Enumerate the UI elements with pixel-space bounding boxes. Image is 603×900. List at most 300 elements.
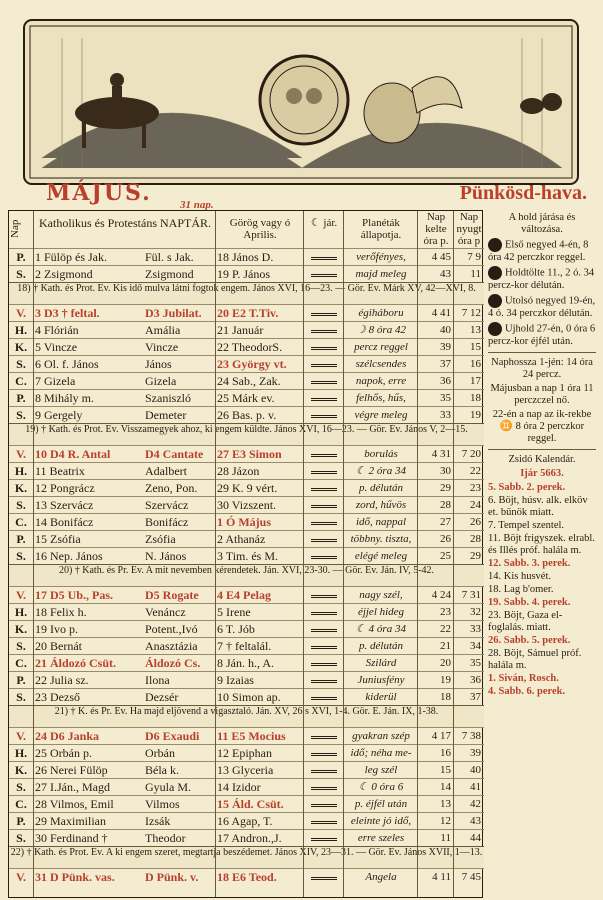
weather-cell: verőfényes, [356, 251, 406, 263]
calendar-row [9, 778, 484, 795]
weather-cell: p. éjfél után [354, 798, 408, 810]
greek-day-cell: 19 P. János [217, 267, 271, 281]
sunset-cell: 7 9 [467, 251, 481, 263]
protestant-day-cell: Áldozó Cs. [145, 656, 201, 670]
sunrise-cell: 4 45 [431, 251, 451, 263]
sunset-cell: 13 [470, 324, 481, 336]
moon-title: A hold járása és változása. [508, 212, 576, 235]
zodiac-sign-icon [305, 779, 343, 795]
weather-cell: p. délután [359, 640, 403, 652]
catholic-day-cell: 12 Pongrácz [35, 481, 95, 495]
weather-cell: felhős, hűs, [356, 392, 406, 404]
sunset-cell: 23 [470, 482, 481, 494]
calendar-row [9, 496, 484, 513]
sunrise-cell: 16 [440, 747, 451, 759]
catholic-day-cell: 7 Gizela [35, 374, 76, 388]
weekday-cell: C. [15, 515, 27, 529]
zodiac-sign-icon [305, 322, 343, 338]
sunrise-cell: 13 [440, 798, 451, 810]
catholic-day-cell: 5 Vincze [35, 340, 78, 354]
sunrise-cell: 18 [440, 691, 451, 703]
weather-cell: végre meleg [354, 409, 408, 421]
calendar-row [9, 406, 484, 423]
gospel-note: 20) † Kath. és Pr. Ev. A mit nevemben kérendetek. Ján. XVI, 23-30. — Gör. Ev. Ján. IV, 5-42. [9, 564, 484, 586]
catholic-day-cell: 16 Nep. János [35, 549, 103, 563]
weekday-cell: V. [15, 447, 27, 461]
zodiac-sign-icon [305, 621, 343, 637]
weather-cell: nagy szél, [359, 589, 403, 601]
protestant-day-cell: Anasztázia [145, 639, 198, 653]
jewish-calendar-entry: 14. Kis husvét. [488, 571, 551, 582]
weekday-cell: K. [14, 481, 28, 495]
sunset-cell: 7 12 [461, 307, 481, 319]
zodiac-sign-icon [305, 604, 343, 620]
catholic-day-cell: 26 Nerei Fülöp [35, 763, 108, 777]
jewish-month: Ijár 5663. [520, 468, 564, 479]
calendar-row [9, 671, 484, 688]
calendar-row [9, 586, 484, 603]
sunrise-cell: 40 [440, 324, 451, 336]
weekday-cell: C. [15, 374, 27, 388]
moon-phase-text: Ujhold 27-én, 0 óra 6 percz-kor éjfél után. [488, 323, 596, 347]
weather-cell: zord, hűvös [355, 499, 407, 511]
sunrise-cell: 30 [440, 465, 451, 477]
greek-day-cell: 6 T. Jób [217, 622, 255, 636]
protestant-day-cell: Ilona [145, 673, 170, 687]
sunrise-cell: 11 [440, 832, 451, 844]
zodiac-sign-icon [305, 373, 343, 389]
catholic-day-cell: 30 Ferdinand † [35, 831, 108, 845]
greek-day-cell: 24 Sab., Zak. [217, 374, 281, 388]
weather-cell: égiháboru [358, 307, 404, 319]
catholic-day-cell: 1 Fülöp és Jak. [35, 250, 107, 264]
catholic-day-cell: 2 Zsigmond [35, 267, 93, 281]
jewish-calendar-entry: 7. Tempel szentel. [488, 520, 565, 531]
catholic-day-cell: 24 D6 Janka [35, 729, 100, 743]
protestant-day-cell: Izsák [145, 814, 171, 828]
protestant-day-cell: Demeter [145, 408, 187, 422]
sunset-cell: 22 [470, 465, 481, 477]
protestant-day-cell: Bonifácz [145, 515, 189, 529]
sunset-cell: 37 [470, 691, 481, 703]
sunset-cell: 7 38 [461, 730, 481, 742]
greek-day-cell: 8 Ján. h., A. [217, 656, 274, 670]
decorative-banner [22, 18, 580, 186]
zodiac-sign-icon [305, 869, 343, 885]
weather-cell: p. délután [359, 482, 403, 494]
moon-phase-text: Első negyed 4-én, 8 óra 42 perczkor reggel. [488, 239, 589, 263]
weekday-cell: S. [16, 549, 26, 563]
sunset-cell: 42 [470, 798, 481, 810]
catholic-day-cell: 21 Áldozó Csüt. [35, 656, 117, 670]
weather-cell: éjjel hideg [357, 606, 405, 618]
catholic-day-cell: 15 Zsófia [35, 532, 81, 546]
calendar-row [9, 462, 484, 479]
weekday-cell: C. [15, 656, 27, 670]
weather-cell: majd meleg [355, 268, 407, 280]
sunset-cell: 41 [470, 781, 481, 793]
weekday-cell: P. [16, 532, 26, 546]
catholic-day-cell: 4 Flórián [35, 323, 79, 337]
protestant-day-cell: Dezsér [145, 690, 179, 704]
col-header-sunrise: Nap kelte óra p. [423, 211, 449, 247]
zodiac-sign-icon [305, 356, 343, 372]
gospel-note: 19) † Kath. és Prot. Ev. Visszamegyek ahoz, ki engem küldte. János XVI, 16—23. — Gör. Ev. János V, 2—15. [9, 423, 484, 445]
sunrise-cell: 22 [440, 623, 451, 635]
zodiac-sign-icon [305, 655, 343, 671]
zodiac-sign-icon [305, 728, 343, 744]
sunrise-cell: 26 [440, 533, 451, 545]
weather-cell: elégé meleg [354, 550, 408, 562]
moon-phase-icon [488, 238, 502, 252]
protestant-day-cell: Zsófia [145, 532, 176, 546]
catholic-day-cell: 19 Ivo p. [35, 622, 78, 636]
protestant-day-cell: Venáncz [145, 605, 186, 619]
zodiac-sign-icon [305, 266, 343, 282]
protestant-day-cell: D5 Rogate [145, 588, 199, 602]
jewish-calendar-entry: 4. Sabb. 6. perek. [488, 686, 566, 697]
weather-cell: napok, erre [355, 375, 407, 387]
greek-day-cell: 10 Simon ap. [217, 690, 281, 704]
zodiac-sign-icon [305, 548, 343, 564]
catholic-day-cell: 25 Orbán p. [35, 746, 92, 760]
sunset-cell: 7 45 [461, 871, 481, 883]
calendar-row [9, 829, 484, 846]
greek-day-cell: 3 Tim. és M. [217, 549, 279, 563]
protestant-day-cell: D4 Cantate [145, 447, 204, 461]
greek-day-cell: 16 Agap, T. [217, 814, 273, 828]
jewish-calendar-entry: 18. Lag b'omer. [488, 584, 554, 595]
month-title: MÁJUS. [46, 180, 152, 206]
greek-day-cell: 20 E2 T.Tiv. [217, 306, 279, 320]
sunset-cell: 16 [470, 358, 481, 370]
sunset-cell: 17 [470, 375, 481, 387]
zodiac-sign-icon [305, 480, 343, 496]
greek-day-cell: 2 Athanáz [217, 532, 266, 546]
sunrise-cell: 12 [440, 815, 451, 827]
catholic-day-cell: 11 Beatrix [35, 464, 85, 478]
greek-day-cell: 22 TheodorS. [217, 340, 283, 354]
divider [488, 352, 596, 353]
zodiac-sign-icon [305, 390, 343, 406]
calendar-row [9, 304, 484, 321]
sunrise-cell: 33 [440, 409, 451, 421]
protestant-day-cell: Béla k. [145, 763, 179, 777]
weekday-cell: H. [14, 323, 28, 337]
gospel-note: 21) † K. és Pr. Ev. Ha majd eljövend a vigasztaló. Ján. XV, 26 s XVI, 1-4. Gör. E. Ján. IX, 1-38. [9, 705, 484, 727]
protestant-day-cell: Potent.,Ivó [145, 622, 198, 636]
calendar-row [9, 654, 484, 671]
sunrise-cell: 25 [440, 550, 451, 562]
divider [488, 449, 596, 450]
catholic-day-cell: 13 Szervácz [35, 498, 94, 512]
sunrise-cell: 35 [440, 392, 451, 404]
zodiac-sign-icon [305, 531, 343, 547]
greek-day-cell: 7 † feltalál. [217, 639, 272, 653]
calendar-row [9, 603, 484, 620]
protestant-day-cell: Adalbert [145, 464, 187, 478]
sunset-cell: 34 [470, 640, 481, 652]
jewish-calendar-entry: 6. Böjt, húsv. alk. elköv et. bűnök miatt. [488, 495, 588, 518]
greek-day-cell: 21 Január [217, 323, 264, 337]
col-header-greek: Görög vagy ó Aprilis. [229, 217, 291, 241]
weekday-cell: V. [15, 306, 27, 320]
greek-day-cell: 11 E5 Mocius [217, 729, 286, 743]
zodiac-sign-icon [305, 463, 343, 479]
sunrise-cell: 39 [440, 341, 451, 353]
sunset-cell: 26 [470, 516, 481, 528]
col-header-moon: ☾ jár. [310, 217, 338, 229]
sunset-cell: 7 20 [461, 448, 481, 460]
zodiac-sign-icon [305, 672, 343, 688]
greek-day-cell: 17 Andron.,J. [217, 831, 282, 845]
weather-cell: kiderül [365, 691, 397, 703]
protestant-day-cell: Orbán [145, 746, 175, 760]
weekday-cell: V. [15, 870, 27, 884]
weekday-cell: P. [16, 391, 26, 405]
day-count: 31 nap. [180, 199, 214, 211]
calendar-row [9, 795, 484, 812]
calendar-row [9, 547, 484, 564]
zodiac-sign-icon [305, 830, 343, 846]
jewish-calendar-entry: 26. Sabb. 5. perek. [488, 635, 571, 646]
greek-day-cell: 18 E6 Teod. [217, 870, 277, 884]
protestant-day-cell: Gyula M. [145, 780, 191, 794]
calendar-row [9, 637, 484, 654]
catholic-day-cell: 31 D Pünk. vas. [35, 870, 115, 884]
zodiac-sign-icon [305, 407, 343, 423]
calendar-row [9, 620, 484, 637]
weekday-cell: V. [15, 729, 27, 743]
greek-day-cell: 5 Irene [217, 605, 251, 619]
zodiac-sign-icon [305, 638, 343, 654]
gospel-note: 18) † Kath. és Prot. Ev. Kis idő mulva látni fogtok engem. János XVI, 16—23. — Gör. Ev. Márk XV, 42—XVI, 8. [9, 282, 484, 304]
calendar-row [9, 868, 484, 885]
greek-day-cell: 30 Vizszent. [217, 498, 277, 512]
zodiac-sign-icon [305, 745, 343, 761]
weekday-cell: K. [14, 763, 28, 777]
protestant-day-cell: Amália [145, 323, 181, 337]
zodiac-sign-icon [305, 305, 343, 321]
zodiac-sign-icon [305, 796, 343, 812]
greek-day-cell: 23 György vt. [217, 357, 287, 371]
sunset-cell: 28 [470, 533, 481, 545]
catholic-day-cell: 3 D3 † feltal. [35, 306, 100, 320]
calendar-row [9, 812, 484, 829]
calendar-row [9, 338, 484, 355]
sunset-cell: 15 [470, 341, 481, 353]
weather-cell: ☽ 8 óra 42 [356, 324, 406, 336]
calendar-row [9, 248, 484, 265]
zodiac-sign-icon [305, 813, 343, 829]
calendar-row [9, 389, 484, 406]
jewish-calendar-entry: 11. Böjt frigyszek. elrabl. és Illés próf. halála m. [488, 533, 595, 556]
sunset-cell: 35 [470, 657, 481, 669]
jewish-calendar-entry: 28. Böjt, Sámuel próf. halála m. [488, 648, 582, 671]
sunrise-cell: 4 11 [432, 871, 451, 883]
weekday-cell: S. [16, 498, 26, 512]
catholic-day-cell: 9 Gergely [35, 408, 83, 422]
calendar-row [9, 761, 484, 778]
greek-day-cell: 12 Epiphan [217, 746, 272, 760]
sun-info: 22-én a nap az ik-rekbe ♊ 8 óra 2 perczkor reggel. [492, 409, 592, 444]
weather-cell: többny. tiszta, [350, 533, 412, 545]
weekday-cell: S. [16, 690, 26, 704]
zodiac-sign-icon [305, 514, 343, 530]
sunset-cell: 19 [470, 409, 481, 421]
weekday-cell: S. [16, 357, 26, 371]
sunrise-cell: 27 [440, 516, 451, 528]
sunrise-cell: 19 [440, 674, 451, 686]
jewish-calendar-entry: 1. Siván, Rosch. [488, 673, 559, 684]
moon-phase-entry [488, 322, 596, 348]
catholic-day-cell: 14 Bonifácz [35, 515, 94, 529]
greek-day-cell: 13 Glyceria [217, 763, 274, 777]
sunset-cell: 7 31 [461, 589, 481, 601]
protestant-day-cell: Zeno, Pon. [145, 481, 198, 495]
greek-day-cell: 29 K. 9 vért. [217, 481, 278, 495]
calendar-row [9, 479, 484, 496]
protestant-day-cell: Gizela [145, 374, 177, 388]
greek-day-cell: 4 E4 Pelag [217, 588, 271, 602]
zodiac-sign-icon [305, 446, 343, 462]
moon-phase-entry [488, 266, 596, 292]
catholic-day-cell: 6 Ol. f. János [35, 357, 99, 371]
zodiac-sign-icon [305, 339, 343, 355]
sunset-cell: 11 [470, 268, 481, 280]
weather-cell: Angela [365, 871, 397, 883]
catholic-day-cell: 27 I.Ján., Magd [35, 780, 110, 794]
jewish-calendar-entry: 12. Sabb. 3. perek. [488, 558, 571, 569]
calendar-row [9, 372, 484, 389]
zodiac-sign-icon [305, 587, 343, 603]
calendar-table [8, 210, 483, 898]
calendar-row [9, 727, 484, 744]
catholic-day-cell: 18 Felix h. [35, 605, 87, 619]
protestant-day-cell: János [145, 357, 172, 371]
moon-phase-icon [488, 322, 502, 336]
jewish-calendar-entry: 19. Sabb. 4. perek. [488, 597, 571, 608]
sunrise-cell: 15 [440, 764, 451, 776]
weather-cell: ☾ 0 óra 6 [358, 781, 404, 793]
col-header-day: Nap [9, 219, 21, 239]
weekday-cell: K. [14, 340, 28, 354]
weekday-cell: S. [16, 831, 26, 845]
sunrise-cell: 36 [440, 375, 451, 387]
greek-day-cell: 14 Izidor [217, 780, 261, 794]
weekday-cell: P. [16, 250, 26, 264]
weekday-cell: S. [16, 780, 26, 794]
weather-cell: ☾ 4 óra 34 [356, 623, 406, 635]
calendar-row [9, 321, 484, 338]
sunrise-cell: 4 31 [431, 448, 451, 460]
protestant-day-cell: N. János [145, 549, 187, 563]
sunrise-cell: 4 17 [431, 730, 451, 742]
weather-cell: percz reggel [354, 341, 408, 353]
sun-info: Naphossza 1-jén: 14 óra 24 percz. [491, 357, 593, 380]
greek-day-cell: 18 János D. [217, 250, 274, 264]
sunset-cell: 39 [470, 747, 481, 759]
greek-day-cell: 9 Izaias [217, 673, 254, 687]
catholic-day-cell: 20 Bernát [35, 639, 82, 653]
sunrise-cell: 4 24 [431, 589, 451, 601]
moon-phase-text: Utolsó negyed 19-én, 4 ó. 34 perczkor délután. [488, 295, 596, 319]
medallion-illustration [260, 56, 348, 144]
protestant-day-cell: Theodor [145, 831, 186, 845]
protestant-day-cell: D3 Jubilat. [145, 306, 202, 320]
jewish-calendar-entry: 23. Böjt, Gaza el-foglalás. miatt. [488, 610, 563, 633]
weather-cell: eleinte jó idő, [350, 815, 412, 827]
sunrise-cell: 28 [440, 499, 451, 511]
sunrise-cell: 29 [440, 482, 451, 494]
greek-day-cell: 25 Márk ev. [217, 391, 275, 405]
sidebar-moon-info [488, 210, 596, 898]
moon-phase-text: Holdtölte 11., 2 ó. 34 percz-kor délután. [488, 267, 595, 291]
catholic-day-cell: 17 D5 Ub., Pas. [35, 588, 114, 602]
catholic-day-cell: 22 Julia sz. [35, 673, 89, 687]
hungarian-month-name: Pünkösd-hava. [459, 181, 587, 204]
calendar-row [9, 513, 484, 530]
calendar-row [9, 445, 484, 462]
calendar-row [9, 688, 484, 705]
weather-cell: erre szeles [357, 832, 405, 844]
greek-day-cell: 15 Áld. Csüt. [217, 797, 284, 811]
sunset-cell: 29 [470, 550, 481, 562]
sunset-cell: 36 [470, 674, 481, 686]
greek-day-cell: 28 Jázon [217, 464, 260, 478]
moon-phase-icon [488, 266, 502, 280]
sunrise-cell: 14 [440, 781, 451, 793]
weather-cell: szélcsendes [355, 358, 407, 370]
weekday-cell: S. [16, 639, 26, 653]
calendar-row [9, 355, 484, 372]
weather-cell: leg szél [364, 764, 398, 776]
moon-phase-entry [488, 294, 596, 320]
weather-cell: gyakran szép [352, 730, 410, 742]
protestant-day-cell: Szaniszló [145, 391, 191, 405]
weekday-cell: V. [15, 588, 27, 602]
gospel-note: 22) † Kath. és Prot. Ev. A ki engem szeret, megtartja beszédemet. János XIV, 23—31. — Gör. Ev. János XVII, 1—13. [9, 846, 484, 868]
weekday-cell: P. [16, 814, 26, 828]
col-header-sunset: Nap nyugt óra p [456, 211, 482, 247]
sunset-cell: 18 [470, 392, 481, 404]
jewish-calendar-title: Zsidó Kalendár. [508, 454, 576, 465]
sunrise-cell: 4 41 [431, 307, 451, 319]
col-header-catholic: Katholikus és Protestáns NAPTÁR. [39, 216, 211, 230]
weekday-cell: C. [15, 797, 27, 811]
weekday-cell: P. [16, 673, 26, 687]
catholic-day-cell: 29 Maximilian [35, 814, 106, 828]
calendar-row [9, 744, 484, 761]
catholic-day-cell: 8 Mihály m. [35, 391, 94, 405]
catholic-day-cell: 23 Dezső [35, 690, 80, 704]
protestant-day-cell: D Pünk. v. [145, 870, 199, 884]
protestant-day-cell: Vincze [145, 340, 179, 354]
weekday-cell: H. [14, 605, 28, 619]
protestant-day-cell: Szervácz [145, 498, 189, 512]
zodiac-sign-icon [305, 762, 343, 778]
weekday-cell: S. [16, 267, 26, 281]
weather-cell: Juniusfény [357, 674, 405, 686]
greek-day-cell: 1 Ó Május [217, 515, 271, 529]
protestant-day-cell: Vilmos [145, 797, 180, 811]
zodiac-sign-icon [305, 689, 343, 705]
weather-cell: idő, nappal [355, 516, 407, 528]
protestant-day-cell: Zsigmond [145, 267, 194, 281]
sunset-cell: 40 [470, 764, 481, 776]
calendar-row [9, 265, 484, 282]
sunrise-cell: 43 [440, 268, 451, 280]
